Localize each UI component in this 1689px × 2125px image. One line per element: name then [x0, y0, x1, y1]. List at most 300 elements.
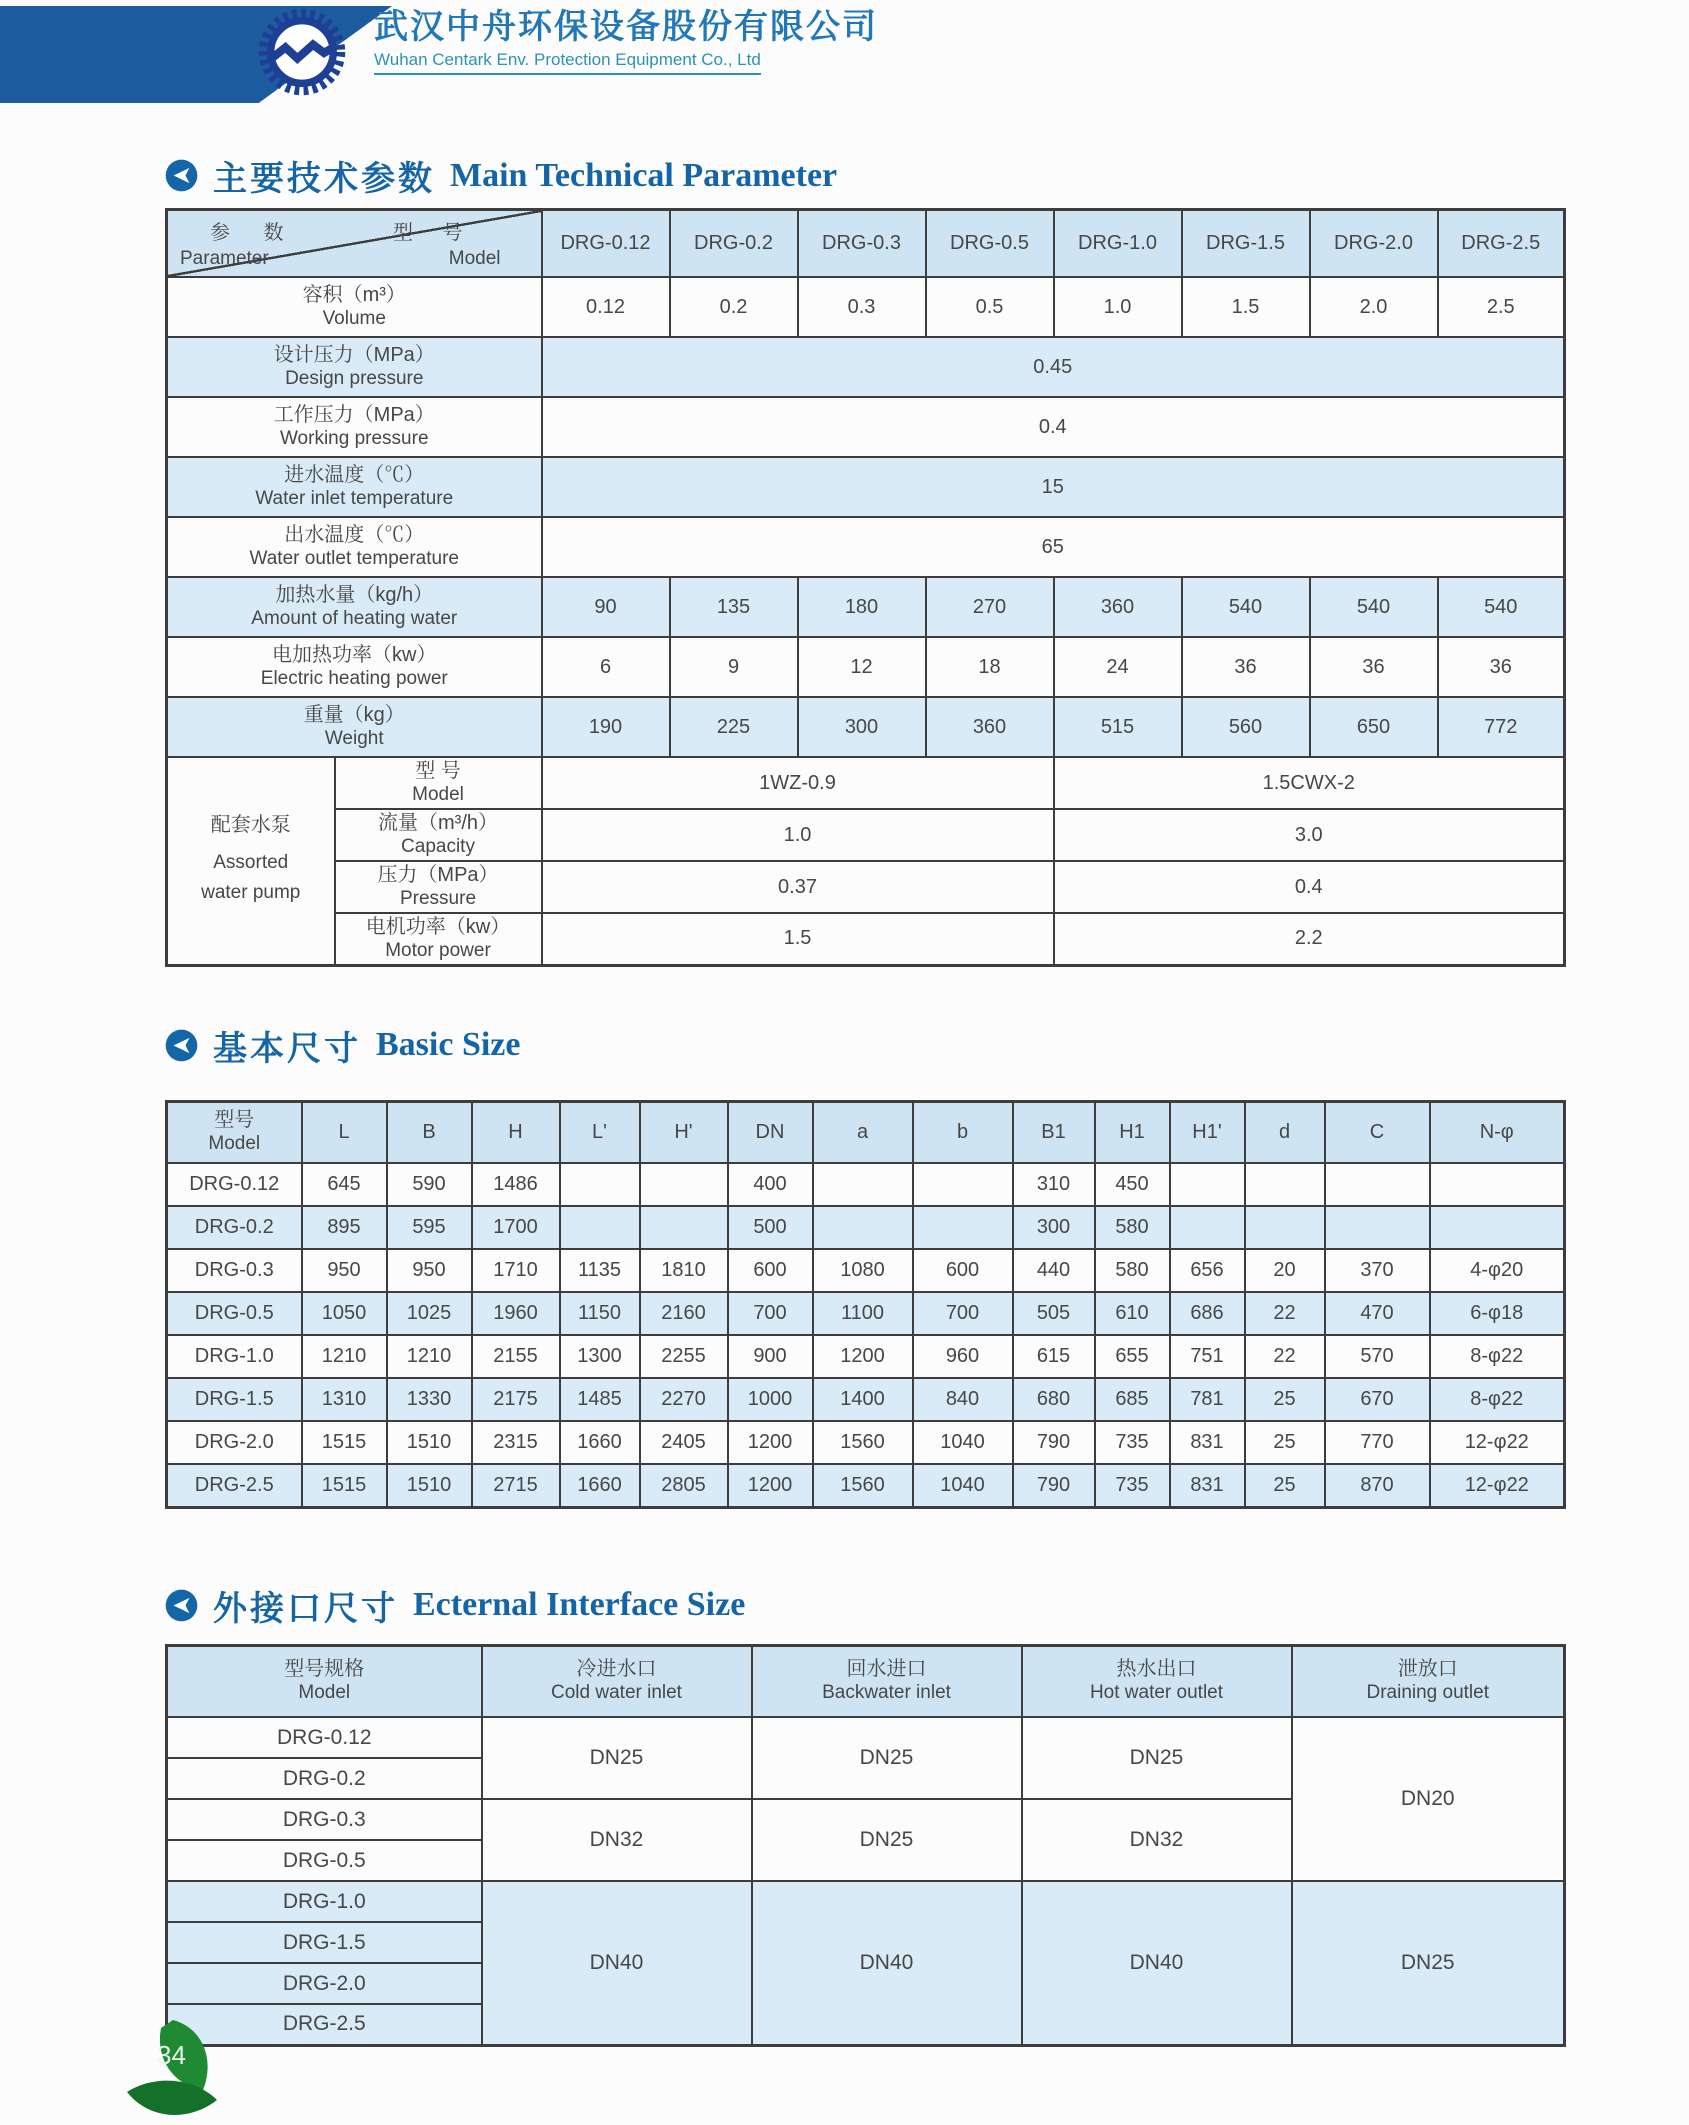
section-title-external-interface-size	[165, 1581, 1563, 1630]
t3-model-cell: DRG-2.5	[167, 2004, 482, 2045]
section2-title-cn: 基本尺寸	[213, 1029, 361, 1068]
t3-model-cell: DRG-1.0	[167, 1881, 482, 1922]
t2-header: N-φ	[1430, 1101, 1565, 1163]
basic-size-table	[165, 1100, 1566, 1509]
t2-model-cell: DRG-0.5	[167, 1292, 302, 1335]
t2-cell	[913, 1163, 1013, 1206]
page-content	[165, 151, 1563, 2047]
t1-pump-sublabel-cn: 电机功率（kw）	[365, 915, 511, 938]
t1-cell: 24	[1054, 637, 1182, 697]
t2-cell	[1325, 1163, 1430, 1206]
t1-pump-row-model	[167, 757, 1565, 809]
t3-drain-cell: DN20	[1292, 1717, 1565, 1881]
t3-row-drg-1-0	[167, 1881, 1565, 1922]
t2-cell: 1100	[813, 1292, 913, 1335]
t2-cell: 2715	[472, 1464, 560, 1507]
t2-cell: 1050	[302, 1292, 387, 1335]
t2-cell: 700	[728, 1292, 813, 1335]
t2-header-model-en: Model	[208, 1133, 261, 1155]
t1-row-water-outlet-temperature	[167, 517, 1565, 577]
t1-span-cell: 65	[542, 517, 1565, 577]
t2-header: B	[387, 1101, 472, 1163]
t1-row-label-en: Water inlet temperature	[255, 488, 454, 510]
t3-cold-cell: DN25	[482, 1717, 752, 1799]
t2-header: L'	[560, 1101, 640, 1163]
t1-pump-value-left: 0.37	[542, 861, 1054, 913]
t2-cell: 686	[1170, 1292, 1245, 1335]
t2-cell: 790	[1013, 1421, 1095, 1464]
t1-row-label-en: Weight	[324, 728, 384, 750]
t2-header-row	[167, 1101, 1565, 1163]
t2-cell: 840	[913, 1378, 1013, 1421]
t2-cell	[913, 1206, 1013, 1249]
t2-cell: 900	[728, 1335, 813, 1378]
t1-pump-value-right: 1.5CWX-2	[1054, 757, 1565, 809]
t1-pump-sublabel-cn: 流量（m³/h）	[378, 812, 498, 835]
section-title-basic-size	[165, 1021, 1563, 1070]
t1-row-label-cn: 重量（kg）	[303, 704, 405, 727]
t3-header-hot-water-outlet	[1022, 1645, 1292, 1717]
t2-model-cell: DRG-2.5	[167, 1464, 302, 1507]
t1-pump-label-en1: Assorted	[213, 851, 289, 873]
t2-cell: 655	[1095, 1335, 1170, 1378]
t2-cell: 6-φ18	[1430, 1292, 1565, 1335]
t1-row-label-en: Electric heating power	[260, 668, 448, 690]
t1-span-cell: 15	[542, 457, 1565, 517]
page-footer-leaf	[113, 2018, 237, 2124]
t1-row-label-en: Water outlet temperature	[249, 548, 459, 570]
t1-pump-sublabel	[335, 757, 542, 809]
t2-cell: 1040	[913, 1464, 1013, 1507]
t3-header-cn: 泄放口	[1397, 1658, 1458, 1681]
t2-cell: 400	[728, 1163, 813, 1206]
t2-cell: 1200	[813, 1335, 913, 1378]
t2-header: DN	[728, 1101, 813, 1163]
t2-cell: 1515	[302, 1464, 387, 1507]
t1-cell: 190	[542, 697, 670, 757]
t1-pump-value-right: 0.4	[1054, 861, 1565, 913]
t2-cell: 595	[387, 1206, 472, 1249]
t1-row-label-cn: 设计压力（MPa）	[273, 344, 435, 367]
t1-pump-value-left: 1WZ-0.9	[542, 757, 1054, 809]
t2-cell: 735	[1095, 1464, 1170, 1507]
t2-row-drg-1-5	[167, 1378, 1565, 1421]
t2-cell: 1135	[560, 1249, 640, 1292]
t2-cell: 700	[913, 1292, 1013, 1335]
t1-cell: 135	[670, 577, 798, 637]
t2-cell: 1400	[813, 1378, 913, 1421]
t2-cell: 960	[913, 1335, 1013, 1378]
t2-cell	[1245, 1206, 1325, 1249]
t1-cell: 540	[1310, 577, 1438, 637]
t1-cell: 1.0	[1054, 277, 1182, 337]
t2-cell: 685	[1095, 1378, 1170, 1421]
t1-cell: 36	[1310, 637, 1438, 697]
t1-cell: 650	[1310, 697, 1438, 757]
t2-cell: 1710	[472, 1249, 560, 1292]
section-bullet-arrow-icon	[165, 159, 198, 192]
t1-corner-diagonal	[168, 211, 541, 276]
t2-cell: 1515	[302, 1421, 387, 1464]
t3-drain-cell: DN25	[1292, 1881, 1565, 2045]
t2-cell: 2255	[640, 1335, 728, 1378]
t3-model-cell: DRG-0.2	[167, 1758, 482, 1799]
t2-cell	[640, 1206, 728, 1249]
t1-row-label	[167, 337, 542, 397]
t3-hot-cell: DN40	[1022, 1881, 1292, 2045]
t1-row-label-cn: 加热水量（kg/h）	[275, 584, 434, 607]
t2-header: a	[813, 1101, 913, 1163]
t1-model-header: DRG-1.5	[1182, 210, 1310, 278]
t2-cell	[1430, 1206, 1565, 1249]
t2-header: C	[1325, 1101, 1430, 1163]
t3-header-en: Model	[298, 1682, 351, 1704]
t2-cell: 610	[1095, 1292, 1170, 1335]
t3-header-model	[167, 1645, 482, 1717]
t1-cell: 9	[670, 637, 798, 697]
t2-cell	[1170, 1206, 1245, 1249]
t3-header-cn: 回水进口	[846, 1658, 927, 1681]
t1-cell: 540	[1438, 577, 1565, 637]
t2-cell: 370	[1325, 1249, 1430, 1292]
t3-header-cn: 热水出口	[1116, 1658, 1197, 1681]
t1-cell: 12	[798, 637, 926, 697]
t1-pump-label-en2: water pump	[201, 882, 301, 904]
t2-header-model	[167, 1101, 302, 1163]
t3-model-cell: DRG-0.5	[167, 1840, 482, 1881]
t2-cell	[640, 1163, 728, 1206]
t3-cold-cell: DN32	[482, 1799, 752, 1881]
t3-model-cell: DRG-2.0	[167, 1963, 482, 2004]
t1-cell: 1.5	[1182, 277, 1310, 337]
section-bullet-arrow-icon	[165, 1029, 198, 1062]
t2-cell: 950	[302, 1249, 387, 1292]
t2-cell: 831	[1170, 1421, 1245, 1464]
t1-row-label-en: Volume	[322, 308, 386, 330]
t1-row-label	[167, 637, 542, 697]
t2-cell: 590	[387, 1163, 472, 1206]
t1-pump-sublabel	[335, 809, 542, 861]
t2-cell: 1310	[302, 1378, 387, 1421]
t2-cell: 2175	[472, 1378, 560, 1421]
t1-cell: 270	[926, 577, 1054, 637]
t2-header: H	[472, 1101, 560, 1163]
t2-row-drg-1-0	[167, 1335, 1565, 1378]
t1-pump-value-left: 1.5	[542, 913, 1054, 965]
main-technical-parameter-table	[165, 208, 1566, 967]
t1-row-weight	[167, 697, 1565, 757]
section3-title-en: Ecternal Interface Size	[413, 1586, 746, 1623]
t1-row-working-pressure	[167, 397, 1565, 457]
t2-cell: 1810	[640, 1249, 728, 1292]
t2-row-drg-0-5	[167, 1292, 1565, 1335]
t2-cell: 300	[1013, 1206, 1095, 1249]
t3-model-cell: DRG-1.5	[167, 1922, 482, 1963]
t1-pump-sublabel	[335, 861, 542, 913]
t2-cell: 870	[1325, 1464, 1430, 1507]
t1-pump-sublabel-cn: 压力（MPa）	[377, 864, 499, 887]
t2-cell	[560, 1206, 640, 1249]
t1-pump-sublabel	[335, 913, 542, 965]
t2-cell	[560, 1163, 640, 1206]
t1-cell: 90	[542, 577, 670, 637]
t1-pump-row-motor-power	[167, 913, 1565, 965]
t1-model-header: DRG-2.5	[1438, 210, 1565, 278]
t1-pump-row-pressure	[167, 861, 1565, 913]
t1-cell: 772	[1438, 697, 1565, 757]
t1-cell: 36	[1438, 637, 1565, 697]
t1-pump-row-capacity	[167, 809, 1565, 861]
t2-cell: 2155	[472, 1335, 560, 1378]
t3-header-backwater-inlet	[752, 1645, 1022, 1717]
t1-model-header: DRG-0.3	[798, 210, 926, 278]
t3-model-cell: DRG-0.12	[167, 1717, 482, 1758]
t2-header-model-cn: 型号	[214, 1109, 255, 1132]
t2-header: B1	[1013, 1101, 1095, 1163]
t3-back-cell: DN25	[752, 1717, 1022, 1799]
t1-pump-sublabel-en: Model	[412, 784, 464, 806]
t2-cell: 1560	[813, 1464, 913, 1507]
t1-row-label	[167, 397, 542, 457]
t2-cell: 25	[1245, 1464, 1325, 1507]
t2-cell: 12-φ22	[1430, 1464, 1565, 1507]
t2-cell: 1660	[560, 1464, 640, 1507]
t2-cell: 656	[1170, 1249, 1245, 1292]
t1-corner-cell	[167, 210, 542, 278]
t2-row-drg-0-2	[167, 1206, 1565, 1249]
t3-header-en: Hot water outlet	[1089, 1682, 1224, 1704]
t1-row-electric-heating-power	[167, 637, 1565, 697]
t2-cell: 1510	[387, 1421, 472, 1464]
t1-span-cell: 0.45	[542, 337, 1565, 397]
t1-model-header: DRG-0.12	[542, 210, 670, 278]
t2-model-cell: DRG-0.3	[167, 1249, 302, 1292]
t2-cell: 781	[1170, 1378, 1245, 1421]
t1-row-label	[167, 697, 542, 757]
t1-row-design-pressure	[167, 337, 1565, 397]
t2-model-cell: DRG-0.12	[167, 1163, 302, 1206]
t2-cell: 450	[1095, 1163, 1170, 1206]
leaf-icon	[113, 2018, 237, 2124]
t1-model-header: DRG-0.2	[670, 210, 798, 278]
t2-cell: 680	[1013, 1378, 1095, 1421]
t2-cell: 8-φ22	[1430, 1335, 1565, 1378]
company-name-block	[374, 8, 878, 75]
t1-pump-value-left: 1.0	[542, 809, 1054, 861]
company-name-cn: 武汉中舟环保设备股份有限公司	[374, 8, 878, 46]
section3-title-cn: 外接口尺寸	[213, 1589, 398, 1628]
t2-cell: 1200	[728, 1421, 813, 1464]
t2-cell: 580	[1095, 1206, 1170, 1249]
t1-cell: 540	[1182, 577, 1310, 637]
t2-cell: 570	[1325, 1335, 1430, 1378]
t2-row-drg-0-12	[167, 1163, 1565, 1206]
t2-header: H'	[640, 1101, 728, 1163]
t2-cell: 1330	[387, 1378, 472, 1421]
t2-cell: 1150	[560, 1292, 640, 1335]
t1-cell: 180	[798, 577, 926, 637]
t1-row-label-en: Amount of heating water	[251, 608, 458, 630]
t2-cell: 895	[302, 1206, 387, 1249]
t1-cell: 6	[542, 637, 670, 697]
t2-cell: 2160	[640, 1292, 728, 1335]
t1-pump-sublabel-cn: 型 号	[415, 760, 461, 783]
t2-cell: 470	[1325, 1292, 1430, 1335]
company-name-en: Wuhan Centark Env. Protection Equipment Co., Ltd	[374, 50, 761, 75]
t2-cell: 1300	[560, 1335, 640, 1378]
t3-model-cell: DRG-0.3	[167, 1799, 482, 1840]
t1-corner-model-en: Model	[448, 248, 501, 270]
t1-cell: 2.5	[1438, 277, 1565, 337]
t1-model-header: DRG-0.5	[926, 210, 1054, 278]
t2-cell: 2405	[640, 1421, 728, 1464]
t2-cell: 310	[1013, 1163, 1095, 1206]
t1-cell: 0.2	[670, 277, 798, 337]
page-header	[0, 0, 1689, 105]
t3-back-cell: DN40	[752, 1881, 1022, 2045]
t2-cell: 1700	[472, 1206, 560, 1249]
t1-row-label-cn: 电加热功率（kw）	[272, 644, 437, 667]
t1-pump-sublabel-en: Motor power	[385, 939, 491, 961]
t2-header: H1'	[1170, 1101, 1245, 1163]
t1-pump-value-right: 3.0	[1054, 809, 1565, 861]
t2-cell: 2805	[640, 1464, 728, 1507]
t2-cell: 751	[1170, 1335, 1245, 1378]
t3-hot-cell: DN25	[1022, 1717, 1292, 1799]
external-interface-size-table	[165, 1644, 1566, 2047]
t2-header: H1	[1095, 1101, 1170, 1163]
t1-row-label-en: Working pressure	[279, 428, 429, 450]
t1-row-label	[167, 517, 542, 577]
t2-cell: 1210	[387, 1335, 472, 1378]
t2-cell	[1170, 1163, 1245, 1206]
t1-cell: 360	[1054, 577, 1182, 637]
t1-header-row	[167, 210, 1565, 278]
t1-cell: 0.3	[798, 277, 926, 337]
t2-model-cell: DRG-2.0	[167, 1421, 302, 1464]
t1-cell: 515	[1054, 697, 1182, 757]
t2-cell: 1485	[560, 1378, 640, 1421]
t1-row-heating-water	[167, 577, 1565, 637]
section2-title-en: Basic Size	[376, 1026, 521, 1063]
t1-pump-sublabel-en: Pressure	[399, 888, 477, 910]
t1-pump-label-cn: 配套水泵	[210, 813, 291, 836]
t1-pump-value-right: 2.2	[1054, 913, 1565, 965]
t1-corner-param-cn: 参 数	[210, 222, 298, 244]
t3-header-cn: 冷进水口	[576, 1658, 657, 1681]
t1-row-water-inlet-temperature	[167, 457, 1565, 517]
t2-model-cell: DRG-0.2	[167, 1206, 302, 1249]
t1-row-label-cn: 进水温度（℃）	[284, 464, 425, 487]
t2-cell: 1486	[472, 1163, 560, 1206]
t2-header: b	[913, 1101, 1013, 1163]
t2-cell: 22	[1245, 1335, 1325, 1378]
t3-back-cell: DN25	[752, 1799, 1022, 1881]
t1-span-cell: 0.4	[542, 397, 1565, 457]
t2-cell: 600	[913, 1249, 1013, 1292]
t2-cell: 25	[1245, 1421, 1325, 1464]
t3-header-draining-outlet	[1292, 1645, 1565, 1717]
t2-cell: 1025	[387, 1292, 472, 1335]
t2-cell: 1080	[813, 1249, 913, 1292]
t1-cell: 0.12	[542, 277, 670, 337]
t2-cell: 440	[1013, 1249, 1095, 1292]
t2-row-drg-2-5	[167, 1464, 1565, 1507]
t2-header: L	[302, 1101, 387, 1163]
t2-cell: 1510	[387, 1464, 472, 1507]
t2-header: d	[1245, 1101, 1325, 1163]
t1-cell: 360	[926, 697, 1054, 757]
t2-row-drg-0-3	[167, 1249, 1565, 1292]
t2-cell: 1960	[472, 1292, 560, 1335]
t2-cell: 790	[1013, 1464, 1095, 1507]
t2-cell: 8-φ22	[1430, 1378, 1565, 1421]
t1-row-label	[167, 577, 542, 637]
t1-corner-model-cn: 型 号	[392, 222, 475, 244]
t2-cell: 600	[728, 1249, 813, 1292]
t2-cell: 500	[728, 1206, 813, 1249]
t1-cell: 18	[926, 637, 1054, 697]
t3-header-en: Cold water inlet	[551, 1682, 682, 1704]
t1-cell: 300	[798, 697, 926, 757]
t2-cell: 670	[1325, 1378, 1430, 1421]
t2-cell	[1325, 1206, 1430, 1249]
t1-pump-group-label	[167, 757, 335, 965]
t1-cell: 2.0	[1310, 277, 1438, 337]
t1-row-label-cn: 工作压力（MPa）	[273, 404, 435, 427]
t1-cell: 0.5	[926, 277, 1054, 337]
t2-cell	[1430, 1163, 1565, 1206]
t2-cell: 770	[1325, 1421, 1430, 1464]
t2-cell: 25	[1245, 1378, 1325, 1421]
t1-model-header: DRG-2.0	[1310, 210, 1438, 278]
t3-cold-cell: DN40	[482, 1881, 752, 2045]
t3-header-cn: 型号规格	[284, 1658, 365, 1681]
t3-header-row	[167, 1645, 1565, 1717]
t1-row-label-en: Design pressure	[285, 368, 424, 390]
t2-cell: 4-φ20	[1430, 1249, 1565, 1292]
t1-cell: 36	[1182, 637, 1310, 697]
t2-cell: 645	[302, 1163, 387, 1206]
t2-cell: 580	[1095, 1249, 1170, 1292]
t2-cell	[813, 1163, 913, 1206]
t1-pump-sublabel-en: Capacity	[401, 836, 475, 858]
t2-cell: 22	[1245, 1292, 1325, 1335]
t1-cell: 225	[670, 697, 798, 757]
t2-cell: 2270	[640, 1378, 728, 1421]
section1-title-cn: 主要技术参数	[213, 160, 435, 198]
t1-row-label-cn: 出水温度（℃）	[284, 524, 425, 547]
t3-header-en: Backwater inlet	[822, 1682, 951, 1704]
t2-cell: 1560	[813, 1421, 913, 1464]
t1-corner-param-en: Parameter	[180, 248, 269, 270]
t1-row-volume	[167, 277, 1565, 337]
t1-row-label-cn: 容积（m³）	[302, 284, 406, 307]
t3-header-en: Draining outlet	[1366, 1682, 1490, 1704]
t2-cell: 1210	[302, 1335, 387, 1378]
t2-model-cell: DRG-1.0	[167, 1335, 302, 1378]
section-title-main-technical-parameter	[165, 151, 1563, 200]
t2-cell: 950	[387, 1249, 472, 1292]
t2-cell: 505	[1013, 1292, 1095, 1335]
t3-header-cold-water-inlet	[482, 1645, 752, 1717]
t2-cell: 1200	[728, 1464, 813, 1507]
t2-model-cell: DRG-1.5	[167, 1378, 302, 1421]
t2-cell	[813, 1206, 913, 1249]
section1-title-en: Main Technical Parameter	[450, 156, 838, 194]
company-gear-logo-icon	[256, 6, 348, 98]
page-number: 34	[157, 2040, 186, 2070]
